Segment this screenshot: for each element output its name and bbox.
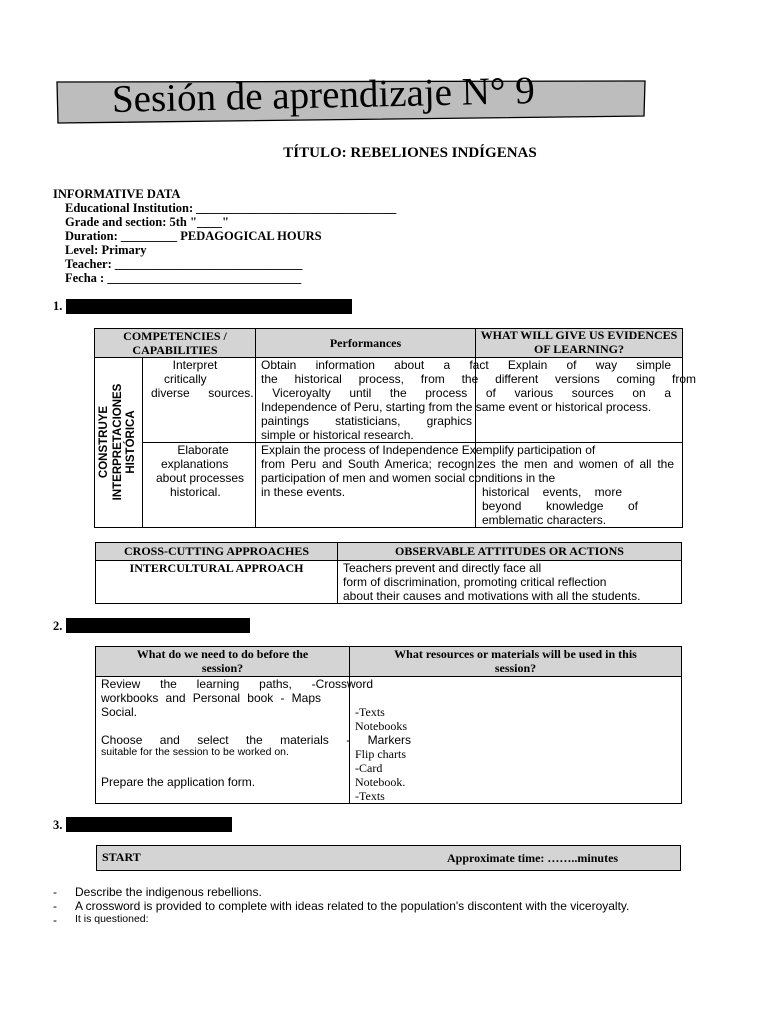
performances-header: Performances [329, 336, 402, 350]
attitude-text-1: Teachers prevent and directly face all [343, 561, 542, 575]
session-title: Sesión de aprendizaje N° 9 [111, 69, 536, 121]
institution-line: Educational Institution: ________________________________ [65, 201, 397, 215]
approach-name: INTERCULTURAL APPROACH [129, 561, 304, 575]
competency-vertical-label: CONSTRUYE INTERPRETACIONES HISTÓRICA [97, 383, 137, 501]
bullet-dash-3: - [53, 913, 57, 927]
level-line: Level: Primary [65, 243, 147, 257]
performance-text-2a: Explain the process of Independence Exemplify participation of [261, 443, 596, 457]
resource-6: -Texts [355, 789, 385, 803]
capability-text-1a: Interpret [172, 358, 218, 372]
capability-text-1c: diverse sources. Viceroyalty until the process of various sources on a [151, 386, 671, 400]
redacted-heading-1 [66, 299, 352, 314]
duration-line: Duration: _________ PEDAGOGICAL HOURS [65, 229, 322, 243]
prep-text-2: workbooks and Personal book - Maps [101, 691, 321, 705]
informative-heading: INFORMATIVE DATA [53, 187, 181, 201]
prep-text-5: suitable for the session to be worked on. [101, 746, 289, 758]
redacted-heading-3 [66, 817, 232, 832]
bullet-dash-2: - [53, 899, 57, 913]
competencies-header: COMPETENCIES / CAPABILITIES [123, 329, 227, 357]
start-label: START [102, 850, 141, 864]
grade-line: Grade and section: 5th "____" [65, 215, 229, 229]
attitudes-header: OBSERVABLE ATTITUDES OR ACTIONS [395, 544, 624, 558]
prep-text-4: Choose and select the materials - Markers [101, 733, 411, 747]
bullet-dash-1: - [53, 885, 57, 899]
capability-text-2c: about processes [156, 471, 245, 485]
capability-text-1b: critically [164, 372, 207, 386]
performance-text-1c: Independence of Peru, starting from the same event or historical process. [261, 400, 652, 414]
prep-header: What do we need to do before the session? [136, 647, 309, 675]
evidence-text-2c: emblematic characters. [482, 513, 607, 527]
resource-2: Notebooks [355, 719, 407, 733]
prep-text-6: Prepare the application form. [101, 775, 256, 789]
teacher-line: Teacher: ______________________________ [65, 257, 303, 271]
bullet-text-3: It is questioned: [75, 913, 149, 925]
performance-text-1e: simple or historical research. [261, 428, 414, 442]
attitude-text-3: about their causes and motivations with all the students. [343, 589, 641, 603]
resource-3: Flip charts [355, 747, 406, 761]
performance-text-1b: the historical process, from the different versions coming from [261, 372, 696, 386]
evidence-text-2a: historical events, more [482, 485, 622, 499]
bullet-text-2: A crossword is provided to complete with ideas related to the population's discontent with the viceroyalty. [75, 899, 630, 913]
section-number-2: 2. [53, 619, 63, 633]
performance-text-1a: Obtain information about a fact Explain of way simple [261, 358, 671, 372]
evidence-text-2b: beyond knowledge of [482, 499, 638, 513]
date-line: Fecha : _______________________________ [65, 271, 302, 285]
performance-text-1d: paintings statisticians, graphics [261, 414, 472, 428]
bullet-text-1: Describe the indigenous rebellions. [75, 885, 262, 899]
section-number-1: 1. [53, 299, 63, 313]
attitude-text-2: form of discrimination, promoting critical reflection [343, 575, 607, 589]
section-number-3: 3. [53, 818, 63, 832]
resource-1: -Texts [355, 705, 385, 719]
prep-text-1: Review the learning paths, -Crossword [101, 677, 373, 691]
capability-text-2d: historical. [170, 485, 221, 499]
capability-text-2b: explanations [161, 457, 229, 471]
resource-5: Notebook. [355, 775, 406, 789]
resource-4: -Card [355, 761, 383, 775]
performance-text-2b: from Peru and South America; recognizes the men and women of all the [261, 457, 674, 471]
resources-header: What resources or materials will be used in this session? [394, 647, 637, 675]
performance-text-2c: participation of men and women social conditions in the [261, 471, 556, 485]
evidences-header: WHAT WILL GIVE US EVIDENCES OF LEARNING? [480, 328, 678, 356]
prep-text-3: Social. [101, 705, 138, 719]
redacted-heading-2 [66, 618, 250, 633]
capability-text-2a: Elaborate [177, 443, 229, 457]
performance-text-2d: in these events. [261, 485, 346, 499]
document-title: TÍTULO: REBELIONES INDÍGENAS [283, 145, 537, 161]
approximate-time: Approximate time: ……..minutes [447, 851, 619, 865]
approaches-header: CROSS-CUTTING APPROACHES [123, 544, 310, 558]
